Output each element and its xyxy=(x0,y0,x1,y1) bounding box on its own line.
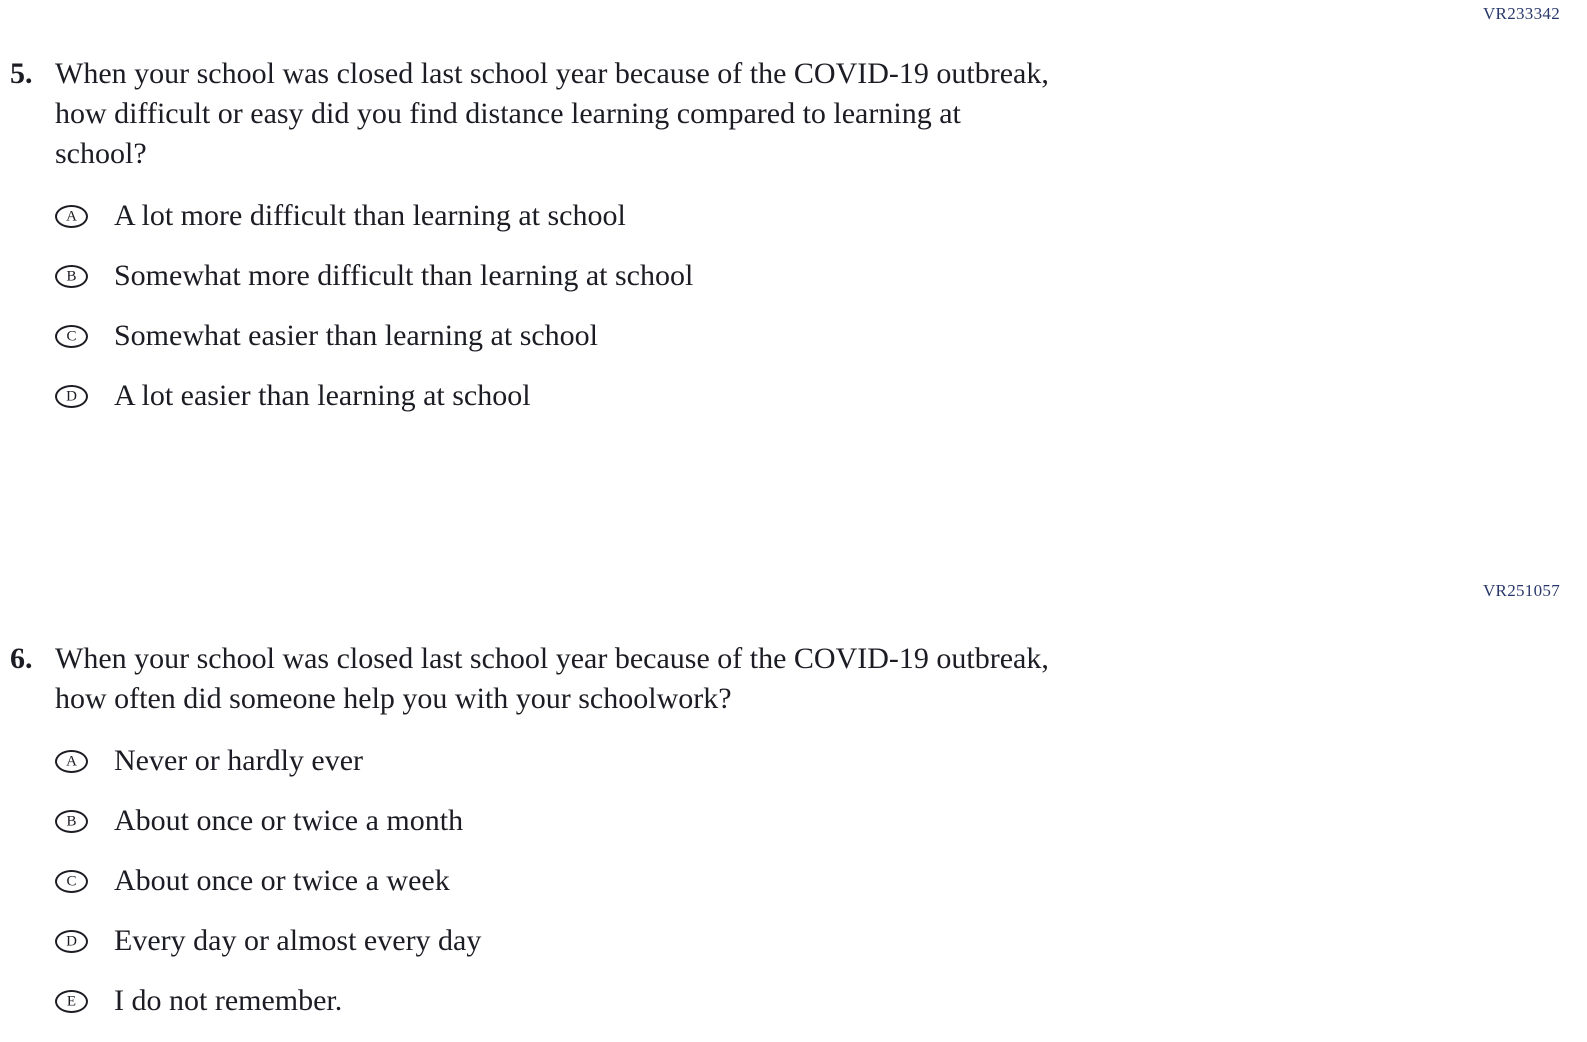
question-text-line: When your school was closed last school year because of the COVID-19 outbreak, xyxy=(55,642,1049,675)
option-bubble-d[interactable] xyxy=(55,930,88,953)
option-letter: C xyxy=(66,873,77,889)
option-letter: D xyxy=(66,933,77,949)
question-code-q6: VR251057 xyxy=(1482,581,1560,600)
option-bubble-c[interactable] xyxy=(55,325,88,348)
question-number: 6. xyxy=(10,642,33,675)
question-text-line: school? xyxy=(55,137,147,170)
option-letter: D xyxy=(66,388,77,404)
answer-option-d[interactable] xyxy=(55,376,1567,416)
question-code-q5: VR233342 xyxy=(1482,4,1560,23)
option-label: A lot more difficult than learning at school xyxy=(114,199,626,232)
option-bubble-a[interactable] xyxy=(55,205,88,228)
option-letter: A xyxy=(66,208,77,224)
option-bubble-e[interactable] xyxy=(55,990,88,1013)
question-text-line: how difficult or easy did you find distance learning compared to learning at xyxy=(55,97,961,130)
option-bubble-d[interactable] xyxy=(55,385,88,408)
option-label: About once or twice a month xyxy=(114,804,464,837)
option-bubble-b[interactable] xyxy=(55,265,88,288)
answer-option-d[interactable] xyxy=(55,921,1567,961)
option-label: Somewhat more difficult than learning at school xyxy=(114,259,694,292)
question-text xyxy=(55,54,1049,174)
answer-option-a[interactable] xyxy=(55,741,1567,781)
question-text-line: how often did someone help you with your schoolwork? xyxy=(55,682,732,715)
option-bubble-b[interactable] xyxy=(55,810,88,833)
option-bubble-c[interactable] xyxy=(55,870,88,893)
option-label: Somewhat easier than learning at school xyxy=(114,319,599,352)
option-letter: B xyxy=(66,813,77,829)
option-bubble-a[interactable] xyxy=(55,750,88,773)
answer-option-e[interactable] xyxy=(55,981,1567,1021)
answer-option-c[interactable] xyxy=(55,316,1567,356)
option-label: Every day or almost every day xyxy=(114,924,482,957)
answer-options xyxy=(55,196,1567,416)
option-label: A lot easier than learning at school xyxy=(114,379,531,412)
option-label: Never or hardly ever xyxy=(114,744,364,777)
option-letter: A xyxy=(66,753,77,769)
question-text xyxy=(55,639,1049,719)
answer-option-b[interactable] xyxy=(55,801,1567,841)
question-text-line: When your school was closed last school year because of the COVID-19 outbreak, xyxy=(55,57,1049,90)
answer-option-c[interactable] xyxy=(55,861,1567,901)
answer-option-a[interactable] xyxy=(55,196,1567,236)
question-number: 5. xyxy=(10,57,33,90)
option-letter: E xyxy=(66,993,77,1009)
option-label: I do not remember. xyxy=(114,984,343,1017)
question-6 xyxy=(10,639,1567,1041)
question-5 xyxy=(10,54,1567,436)
option-label: About once or twice a week xyxy=(114,864,450,897)
answer-options xyxy=(55,741,1567,1021)
option-letter: C xyxy=(66,328,77,344)
answer-option-b[interactable] xyxy=(55,256,1567,296)
option-letter: B xyxy=(66,268,77,284)
